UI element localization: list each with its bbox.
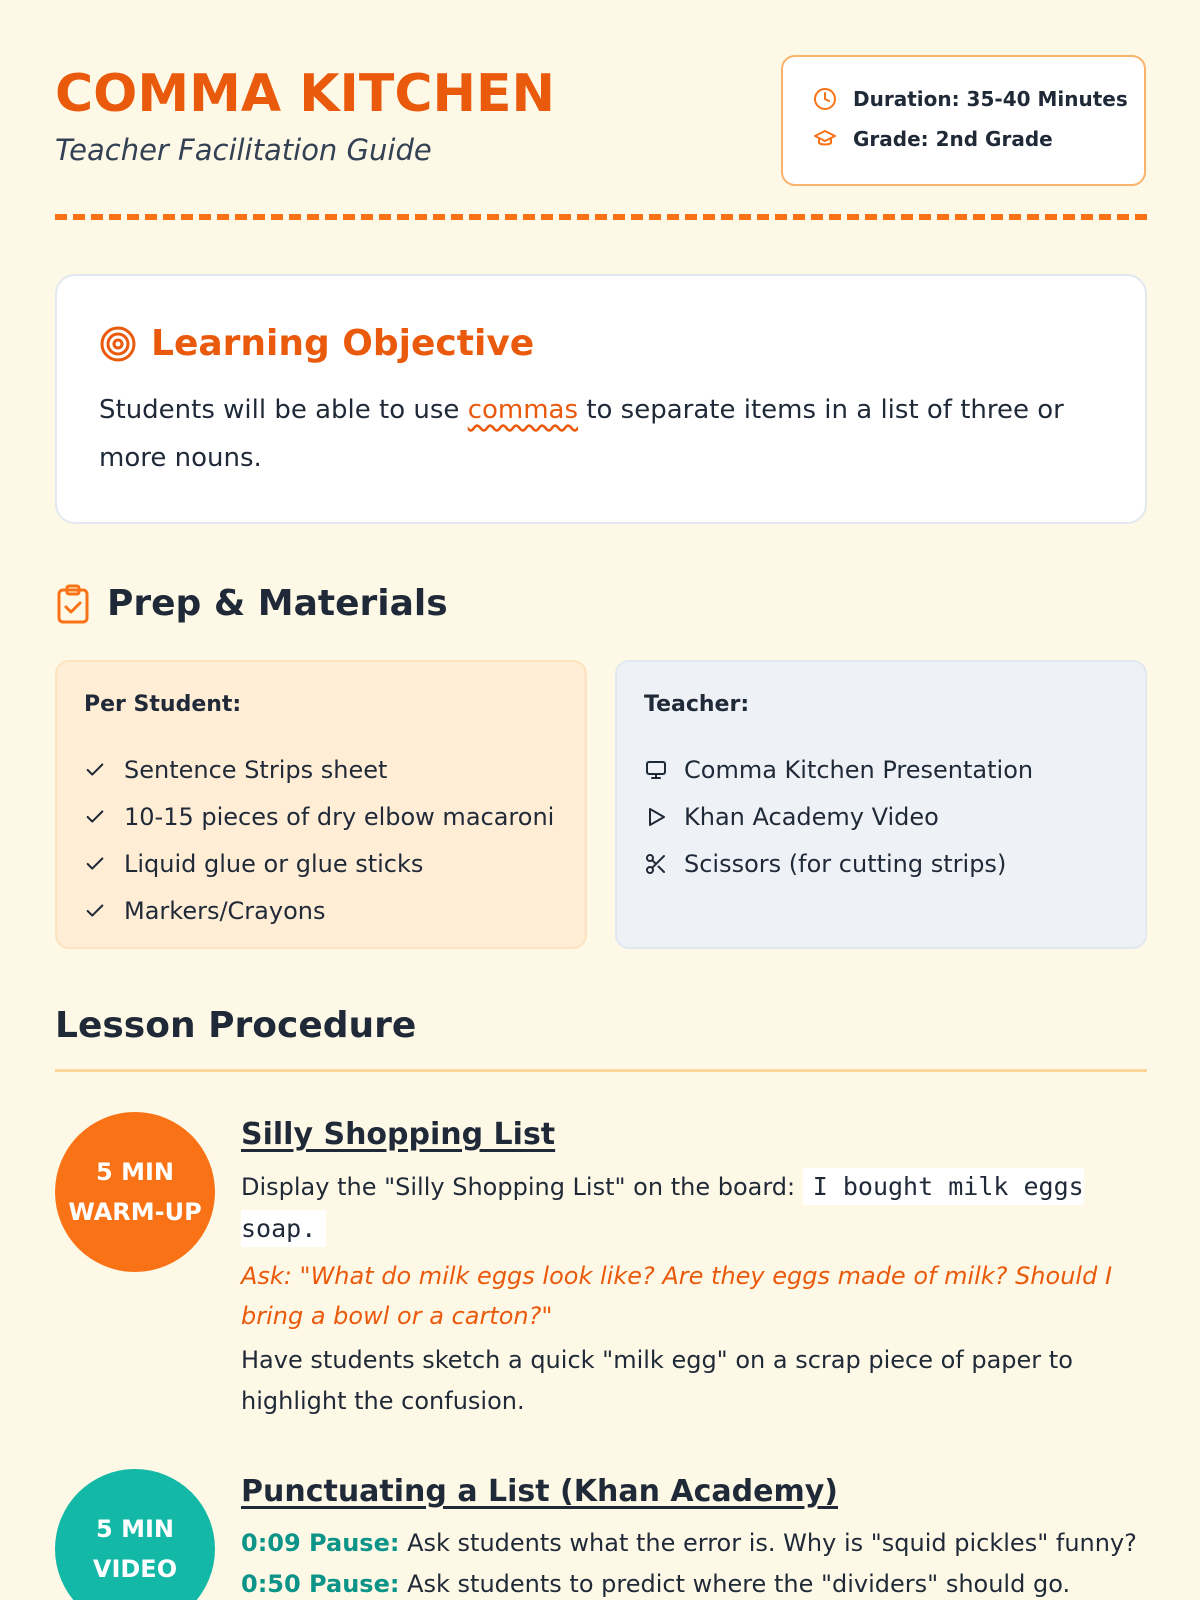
step-note: Have students sketch a quick "milk egg" on a scrap piece of paper to highlight the confusion.: [241, 1346, 1073, 1415]
step-title: Punctuating a List (Khan Academy): [241, 1474, 839, 1509]
pause-text: Ask students what the error is. Why is "squid pickles" funny?: [407, 1529, 1137, 1557]
objective-header: [99, 323, 534, 364]
list-item-label: Khan Academy Video: [684, 802, 939, 831]
lesson-guide: [55, 0, 1147, 1600]
list-item-label: 10-15 pieces of dry elbow macaroni: [124, 802, 555, 831]
video-pause: [241, 1523, 1141, 1564]
check-icon: [84, 851, 110, 877]
procedure-divider: [55, 1069, 1147, 1072]
teacher-materials-card: [615, 660, 1147, 949]
step-instruction: [241, 1166, 1141, 1250]
target-icon: [99, 325, 137, 363]
video-pause: [241, 1564, 1141, 1600]
list-item: [644, 746, 1033, 793]
list-item: [84, 887, 554, 934]
prep-heading: Prep & Materials: [107, 583, 448, 624]
badge-type: WARM-UP: [68, 1198, 202, 1226]
monitor-icon: [644, 757, 670, 783]
student-materials-heading: Per Student:: [84, 692, 242, 717]
list-item-label: Comma Kitchen Presentation: [684, 755, 1034, 784]
page-subtitle: Teacher Facilitation Guide: [55, 133, 432, 167]
objective-text-after: to separate items in a list of three or more nouns.: [99, 395, 1064, 473]
header-divider: [55, 214, 1147, 220]
shopping-list-code: I bought milk eggs soap.: [241, 1168, 1084, 1247]
play-icon: [644, 804, 670, 830]
list-item-label: Scissors (for cutting strips): [684, 849, 1007, 878]
list-item: [84, 746, 554, 793]
objective-text: [99, 386, 1099, 482]
step-intro: Display the "Silly Shopping List" on the board:: [241, 1173, 796, 1201]
duration-row: [813, 87, 1128, 111]
pause-timestamp: 0:50 Pause:: [241, 1570, 400, 1598]
step-ask-prompt: Ask: "What do milk eggs look like? Are they eggs made of milk? Should I bring a bowl or a carton?": [241, 1262, 1113, 1330]
list-item: [84, 793, 554, 840]
list-item: [644, 793, 1033, 840]
step-time-badge: [55, 1112, 215, 1272]
list-item-label: Markers/Crayons: [124, 896, 326, 925]
clock-icon: [813, 87, 837, 111]
check-icon: [84, 804, 110, 830]
list-item: [84, 840, 554, 887]
duration-text: Duration: 35-40 Minutes: [853, 87, 1128, 111]
prep-header: [55, 583, 448, 624]
step-body: [241, 1471, 1141, 1600]
badge-duration: 5 MIN: [96, 1515, 174, 1543]
step-title: Silly Shopping List: [241, 1117, 556, 1152]
check-icon: [84, 757, 110, 783]
objective-heading: Learning Objective: [151, 323, 535, 364]
teacher-materials-list: [644, 746, 1033, 887]
page-title: COMMA KITCHEN: [55, 64, 556, 124]
student-materials-card: [55, 660, 587, 949]
graduation-cap-icon: [813, 127, 837, 151]
check-icon: [84, 898, 110, 924]
step-body: [241, 1114, 1141, 1422]
list-item-label: Sentence Strips sheet: [124, 755, 388, 784]
grade-text: Grade: 2nd Grade: [853, 127, 1053, 151]
badge-type: VIDEO: [92, 1555, 178, 1583]
pause-text: Ask students to predict where the "dividers" should go.: [407, 1570, 1071, 1598]
list-item: [644, 840, 1033, 887]
step-time-badge: [55, 1469, 215, 1600]
scissors-icon: [644, 851, 670, 877]
lesson-meta-box: [781, 55, 1146, 186]
teacher-materials-heading: Teacher:: [644, 692, 750, 717]
pause-timestamp: 0:09 Pause:: [241, 1529, 400, 1557]
list-item-label: Liquid glue or glue sticks: [124, 849, 424, 878]
procedure-heading: Lesson Procedure: [55, 1005, 417, 1046]
clipboard-check-icon: [55, 584, 91, 624]
badge-duration: 5 MIN: [96, 1158, 174, 1186]
objective-text-before: Students will be able to use: [99, 395, 460, 425]
learning-objective-card: [55, 274, 1147, 524]
student-materials-list: [84, 746, 554, 934]
grade-row: [813, 127, 1053, 151]
objective-highlight: commas: [467, 395, 579, 425]
